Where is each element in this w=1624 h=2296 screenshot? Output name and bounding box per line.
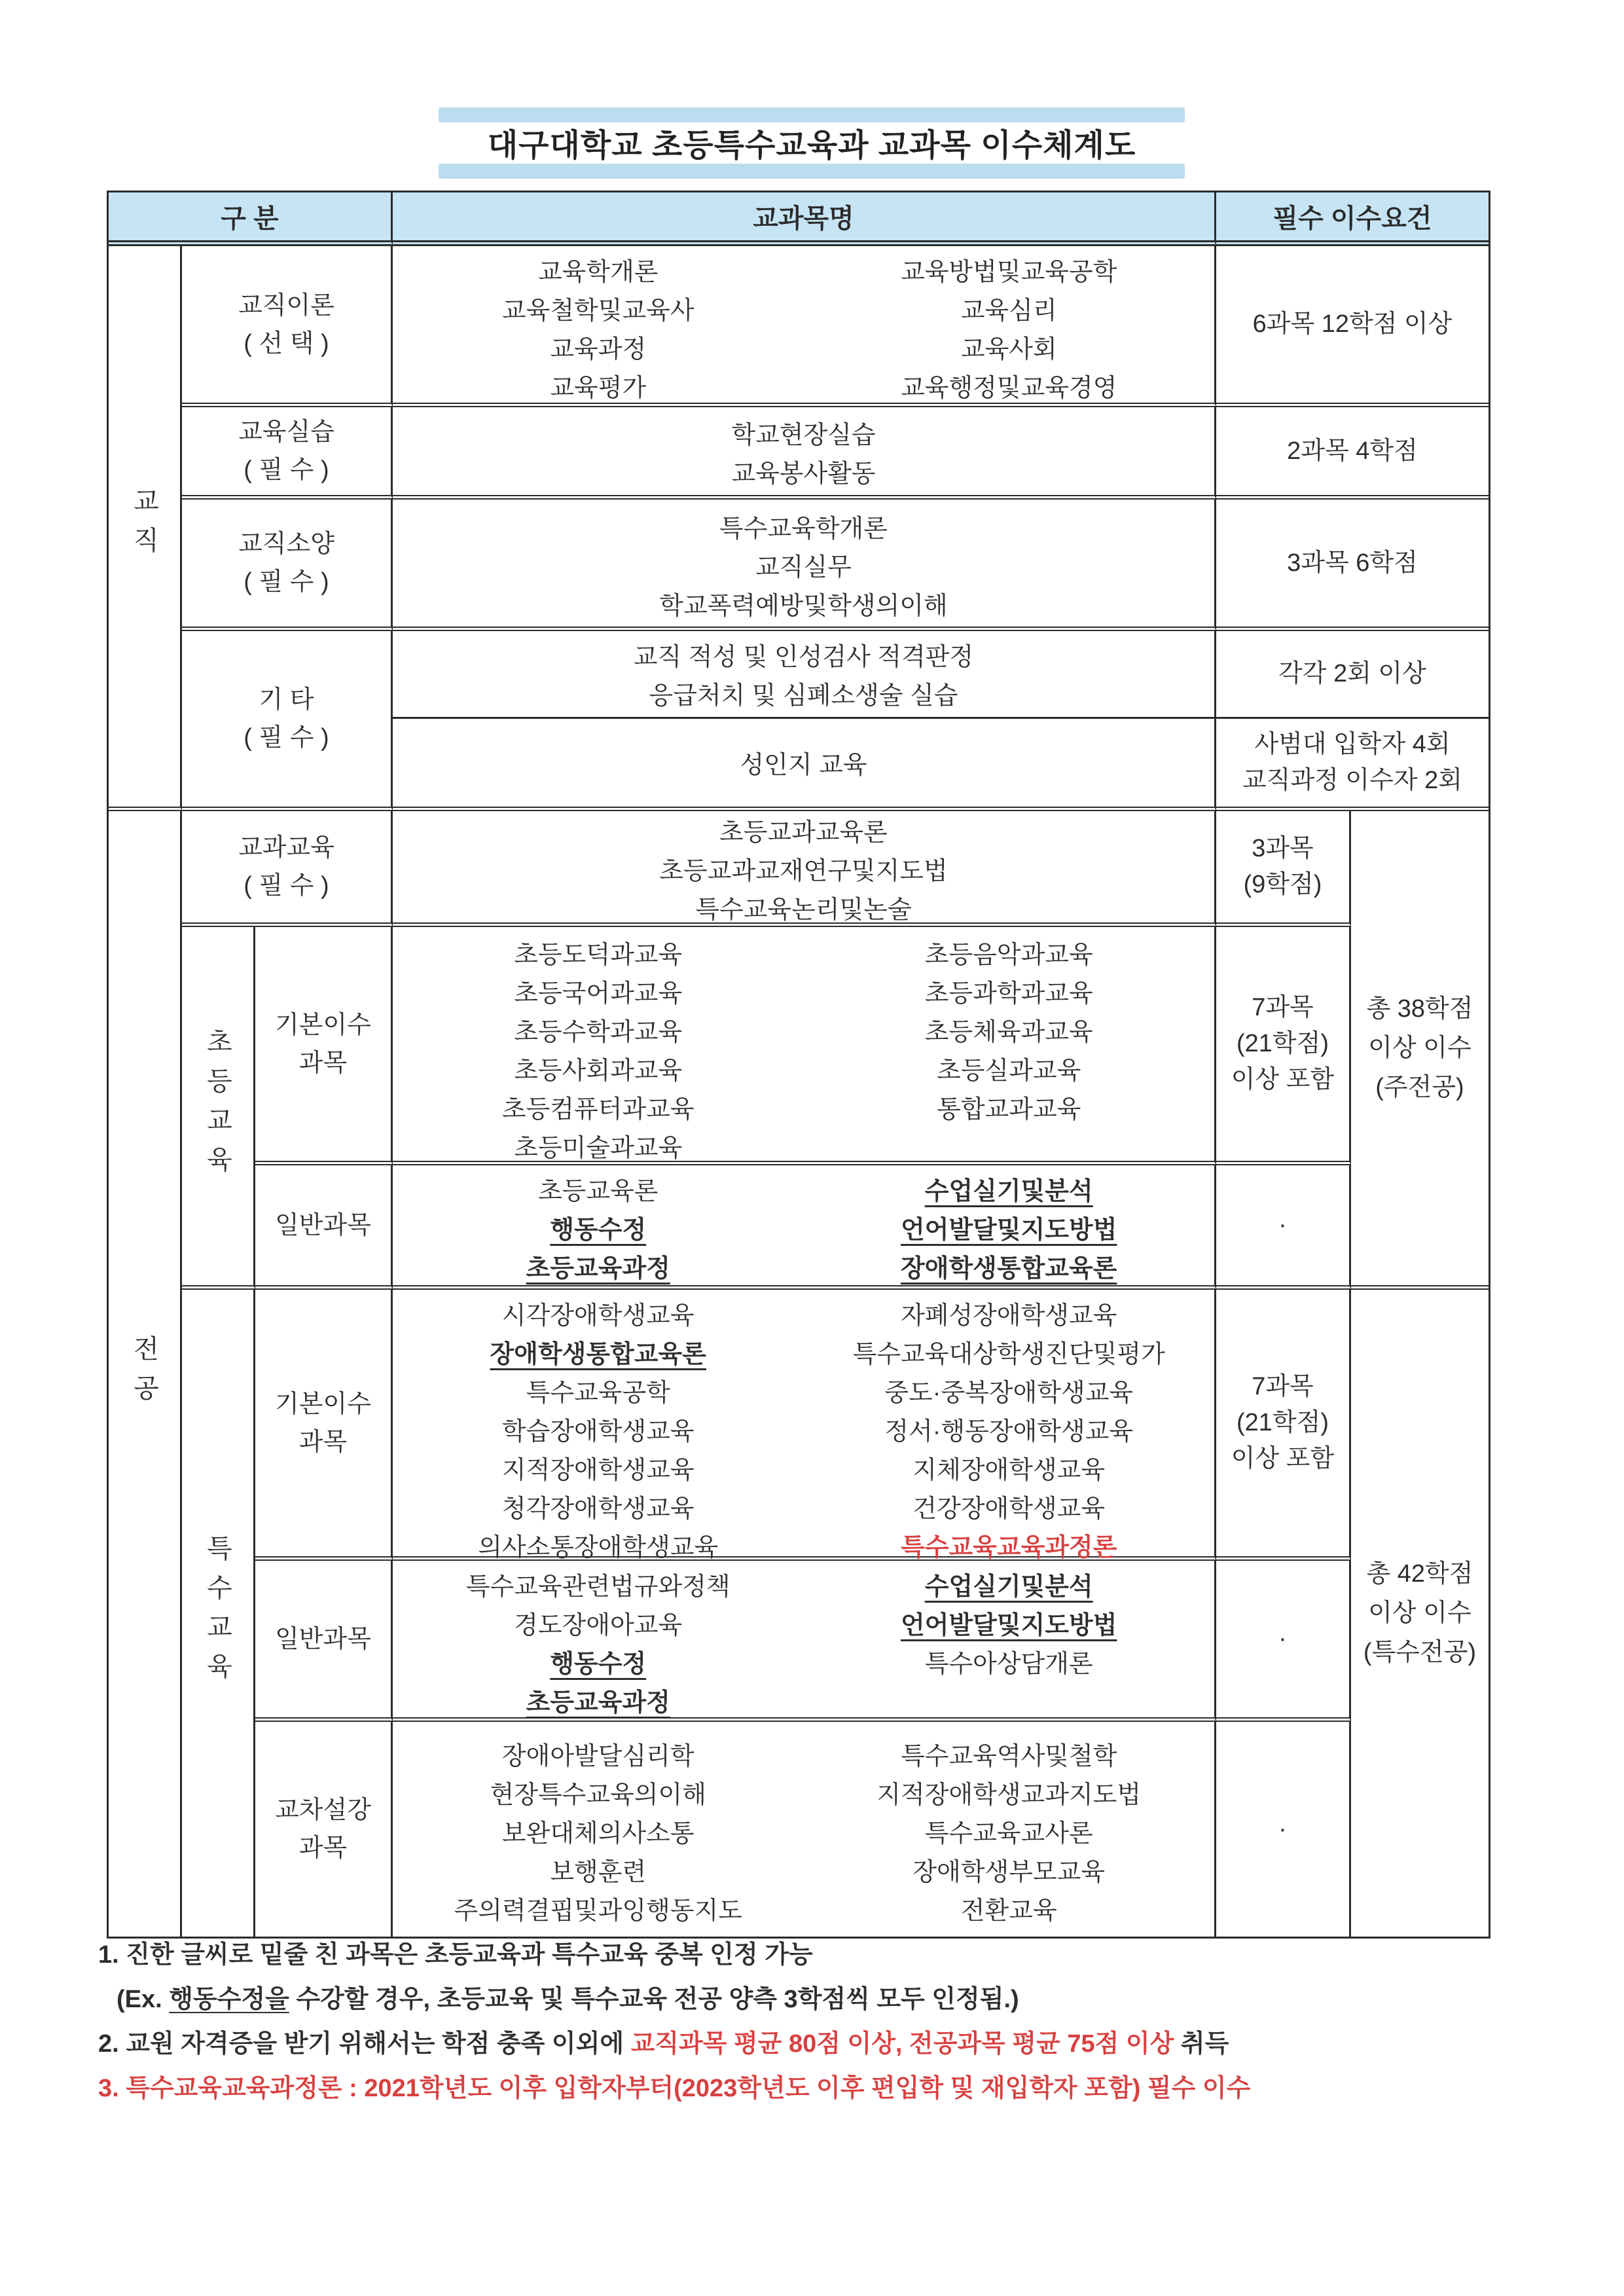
note-2 (98, 2030, 1525, 2058)
row-label-line: ( 필 수 ) (244, 456, 329, 484)
course-column-right (804, 1738, 1215, 1931)
section-label-gyojik-text: 교직 (130, 487, 158, 566)
course-item: 초등교육과정 (526, 1255, 670, 1283)
total-line: 총 38학점 (1366, 995, 1473, 1023)
row-label-line: 교차설강 (275, 1796, 371, 1824)
course-item: 초등과학과교육 (924, 980, 1093, 1008)
row-label-gyojik-soyang (182, 500, 393, 631)
course-item: 초등컴퓨터과교육 (501, 1096, 695, 1123)
course-column-right (804, 936, 1215, 1129)
requirement-line: 7과목 (1252, 1373, 1314, 1400)
course-column-center (393, 814, 1214, 930)
row-label-line: 교직이론 (238, 291, 334, 319)
course-column-center (393, 510, 1214, 626)
requirement-line: 이상 포함 (1231, 1445, 1335, 1472)
course-item: 주의력결핍및과잉행동지도 (454, 1897, 742, 1925)
row-label-line: 기 타 (259, 686, 314, 714)
requirement-line: 각각 2회 이상 (1278, 660, 1426, 687)
course-item: 경도장애아교육 (514, 1612, 683, 1639)
course-item: 학교현장실습 (731, 422, 876, 449)
course-item: 특수교육역사및철학 (901, 1743, 1117, 1770)
note-segment: 2. 교원 자격증을 받기 위해서는 학점 충족 이외에 (98, 2030, 631, 2058)
course-item: 특수교육교육과정론 (901, 1534, 1117, 1561)
course-item: 언어발달및지도방법 (901, 1612, 1117, 1639)
requirement-line: 사범대 입학자 4회 (1254, 731, 1451, 758)
row-label-line: 기본이수 (275, 1011, 371, 1039)
course-column-left (393, 1173, 804, 1288)
requirement-line: 6과목 12학점 이상 (1252, 310, 1453, 338)
course-item: 초등실과교육 (937, 1057, 1081, 1085)
total-line: 총 42학점 (1366, 1560, 1473, 1588)
course-item: 장애학생통합교육론 (901, 1255, 1117, 1283)
requirement-cell-r3 (1216, 500, 1489, 631)
row-label-line: 교직소양 (238, 530, 334, 558)
course-item: 청각장애학생교육 (501, 1495, 695, 1523)
requirement-line: 이상 포함 (1231, 1066, 1335, 1093)
course-item: 특수교육논리및논술 (695, 896, 912, 924)
course-item: 초등사회과교육 (514, 1057, 683, 1085)
course-cell-r10 (393, 1561, 1216, 1722)
course-item: 지적장애학생교과지도법 (876, 1781, 1142, 1809)
course-item: 장애학생통합교육론 (490, 1341, 706, 1368)
note-segment: 수강할 경우, 초등교육 및 특수교육 전공 양측 3학점씩 모두 인정됨.) (289, 1986, 1019, 2013)
section-label-teuksu-text: 특수교육 (203, 1535, 232, 1692)
course-item: 특수교육공학 (526, 1379, 670, 1407)
course-item: 지적장애학생교육 (501, 1457, 695, 1484)
note-segment: 교직과목 평균 80점 이상, 전공과목 평균 75점 이상 (630, 2030, 1174, 2058)
note-segment: 취득 (1174, 2030, 1229, 2058)
course-cell-r8 (393, 1165, 1216, 1290)
section-label-teuksu (182, 1290, 255, 1937)
requirement-line: (9학점) (1243, 871, 1322, 898)
requirement-line: 3과목 (1252, 835, 1314, 862)
row-label-line: 과목 (298, 1428, 348, 1456)
course-item: 초등교과교재연구및지도법 (659, 858, 948, 885)
requirement-line: 교직과정 이수자 2회 (1242, 767, 1462, 794)
total-line: 이상 이수 (1368, 1599, 1471, 1627)
course-cell-r6 (393, 811, 1216, 927)
course-item: 언어발달및지도방법 (901, 1216, 1117, 1244)
row-label-gyojik-iron (182, 246, 393, 407)
course-item: 행동수정 (550, 1650, 647, 1678)
header-requirement: 필수 이수요건 (1216, 192, 1489, 246)
course-item: 특수교육관련법규와정책 (465, 1573, 731, 1601)
total-credits-special-major (1351, 1290, 1489, 1937)
course-item: 중도·중복장애학생교육 (884, 1379, 1134, 1407)
note-3 (98, 2074, 1525, 2103)
course-item: 교육봉사활동 (731, 460, 876, 488)
course-item: 교육철학및교육사 (501, 297, 695, 325)
requirement-line: · (1278, 1211, 1287, 1239)
course-item: 초등교육론 (537, 1178, 659, 1205)
requirement-line: · (1278, 1625, 1287, 1652)
course-item: 교직실무 (755, 554, 852, 581)
section-label-jeongong (109, 811, 182, 1937)
course-item: 학습장애학생교육 (501, 1418, 695, 1446)
row-label-line: 교과교육 (238, 834, 334, 862)
note-1 (98, 1941, 1525, 1969)
note-segment: 행동수정을 (169, 1986, 289, 2013)
course-item: 교육방법및교육공학 (901, 259, 1117, 286)
row-label-line: 일반과목 (275, 1211, 371, 1239)
course-item: 특수교육학개론 (719, 515, 888, 543)
course-column-center (393, 638, 1214, 716)
requirement-cell-r1 (1216, 246, 1489, 407)
note-segment: 1. 진한 글씨로 밑줄 친 과목은 초등교육과 특수교육 중복 인정 가능 (98, 1941, 813, 1969)
course-item: 초등국어과교육 (514, 980, 683, 1008)
section-label-chodeung (182, 927, 255, 1290)
curriculum-table (107, 191, 1490, 1939)
total-line: 이상 이수 (1368, 1034, 1471, 1062)
course-item: 전환교육 (960, 1897, 1057, 1925)
course-item: 성인지 교육 (740, 752, 867, 779)
total-line: (특수전공) (1363, 1639, 1477, 1666)
requirement-line: (21학점) (1236, 1030, 1329, 1057)
course-cell-r1 (393, 246, 1216, 407)
header-category: 구 분 (109, 192, 393, 246)
section-label-gyojik (109, 246, 182, 811)
course-column-left (393, 1297, 804, 1567)
row-label-line: 과목 (298, 1049, 348, 1077)
requirement-cell-r4 (1216, 631, 1489, 719)
requirement-line: 7과목 (1252, 994, 1314, 1021)
note-segment: (Ex. (117, 1986, 170, 2013)
course-item: 보행훈련 (550, 1859, 647, 1886)
course-item: 초등미술과교육 (514, 1135, 683, 1162)
section-label-jeongong-text: 전공 (130, 1334, 158, 1413)
row-label-line: 일반과목 (275, 1625, 371, 1653)
course-cell-r7 (393, 927, 1216, 1165)
course-item: 장애아발달심리학 (501, 1743, 695, 1770)
course-item: 교육행정및교육경영 (901, 374, 1117, 402)
requirement-cell-r5 (1216, 719, 1489, 811)
row-label-basic-chodeung (255, 927, 393, 1165)
requirement-cell-r10 (1216, 1561, 1351, 1722)
course-item: 자폐성장애학생교육 (901, 1302, 1117, 1330)
course-item: 현장특수교육의이해 (490, 1781, 706, 1809)
requirement-cell-r6 (1216, 811, 1351, 927)
course-cell-r4 (393, 631, 1216, 719)
header-course-name: 교과목명 (393, 192, 1216, 246)
course-item: 교직 적성 및 인성검사 적격판정 (633, 644, 974, 671)
row-label-line: 교육실습 (238, 418, 334, 446)
course-column-left (393, 253, 804, 408)
course-column-right (804, 1568, 1215, 1684)
course-column-right (804, 1173, 1215, 1288)
note-segment: 3. 특수교육교육과정론 : 2021학년도 이후 입학자부터(2023학년도 이후 편입학 및 재입학자 포함) 필수 이수 (98, 2075, 1251, 2102)
course-item: 초등도덕과교육 (514, 941, 683, 969)
course-item: 교육학개론 (537, 259, 659, 286)
course-cell-r5 (393, 719, 1216, 811)
course-item: 학교폭력예방및학생의이해 (659, 592, 948, 620)
course-item: 수업실기및분석 (924, 1178, 1093, 1205)
course-column-left (393, 1568, 804, 1722)
course-column-left (393, 1738, 804, 1931)
course-cell-r9 (393, 1290, 1216, 1561)
row-label-line: ( 선 택 ) (244, 329, 329, 357)
row-label-gita (182, 631, 393, 811)
requirement-cell-r9 (1216, 1290, 1351, 1561)
row-label-line: 과목 (298, 1834, 348, 1862)
row-label-gyoyuk-silseup (182, 407, 393, 500)
course-item: 의사소통장애학생교육 (478, 1534, 719, 1561)
course-item: 장애학생부모교육 (912, 1859, 1106, 1886)
course-cell-r11 (393, 1722, 1216, 1937)
course-item: 교육심리 (960, 297, 1057, 325)
course-item: 응급처치 및 심폐소생술 실습 (649, 682, 958, 710)
course-cell-r3 (393, 500, 1216, 631)
course-item: 행동수정 (550, 1216, 647, 1244)
course-item: 교육평가 (550, 374, 647, 402)
course-column-center (393, 416, 1214, 494)
row-label-general-chodeung (255, 1165, 393, 1290)
footer-notes (98, 1941, 1525, 2119)
course-column-right (804, 253, 1215, 408)
course-item: 보완대체의사소통 (501, 1820, 695, 1848)
course-item: 초등체육과교육 (924, 1019, 1093, 1046)
section-label-chodeung-text: 초등교육 (203, 1027, 232, 1185)
course-item: 교육과정 (550, 336, 647, 363)
course-cell-r2 (393, 407, 1216, 500)
page-title: 대구대학교 초등특수교육과 교과목 이수체계도 (487, 128, 1136, 163)
row-label-line: ( 필 수 ) (244, 872, 329, 900)
requirement-cell-r8 (1216, 1165, 1351, 1290)
course-item: 시각장애학생교육 (501, 1302, 695, 1330)
course-column-right (804, 1297, 1215, 1567)
course-item: 초등음악과교육 (924, 941, 1093, 969)
course-item: 수업실기및분석 (924, 1573, 1093, 1601)
course-item: 초등수학과교육 (514, 1019, 683, 1046)
row-label-general-teuksu (255, 1561, 393, 1722)
course-item: 지체장애학생교육 (912, 1457, 1106, 1484)
course-column-left (393, 936, 804, 1168)
course-item: 초등교육과정 (526, 1689, 670, 1717)
requirement-line: 2과목 4학점 (1287, 437, 1418, 465)
total-line: (주전공) (1375, 1074, 1464, 1101)
row-label-line: ( 필 수 ) (244, 568, 329, 596)
course-column-center (393, 746, 1214, 785)
note-1-example (98, 1985, 1525, 2014)
requirement-cell-r7 (1216, 927, 1351, 1165)
requirement-line: · (1278, 1815, 1287, 1843)
course-item: 통합교과교육 (937, 1096, 1081, 1123)
requirement-cell-r11 (1216, 1722, 1351, 1937)
requirement-line: 3과목 6학점 (1287, 549, 1418, 577)
course-item: 특수아상담개론 (924, 1650, 1093, 1678)
course-item: 특수교육교사론 (924, 1820, 1093, 1848)
course-item: 초등교과교육론 (719, 819, 888, 847)
row-label-gyogwa-gyoyuk (182, 811, 393, 927)
total-credits-main-major (1351, 811, 1489, 1290)
requirement-cell-r2 (1216, 407, 1489, 500)
course-item: 교육사회 (960, 336, 1057, 363)
title-accent-bar-bottom (439, 164, 1185, 179)
row-label-cross-listed (255, 1722, 393, 1937)
row-label-line: ( 필 수 ) (244, 724, 329, 752)
row-label-line: 기본이수 (275, 1390, 371, 1418)
row-label-basic-teuksu (255, 1290, 393, 1561)
requirement-line: (21학점) (1236, 1409, 1329, 1436)
course-item: 특수교육대상학생진단및평가 (852, 1341, 1165, 1368)
course-item: 건강장애학생교육 (912, 1495, 1106, 1523)
course-item: 정서·행동장애학생교육 (884, 1418, 1134, 1446)
